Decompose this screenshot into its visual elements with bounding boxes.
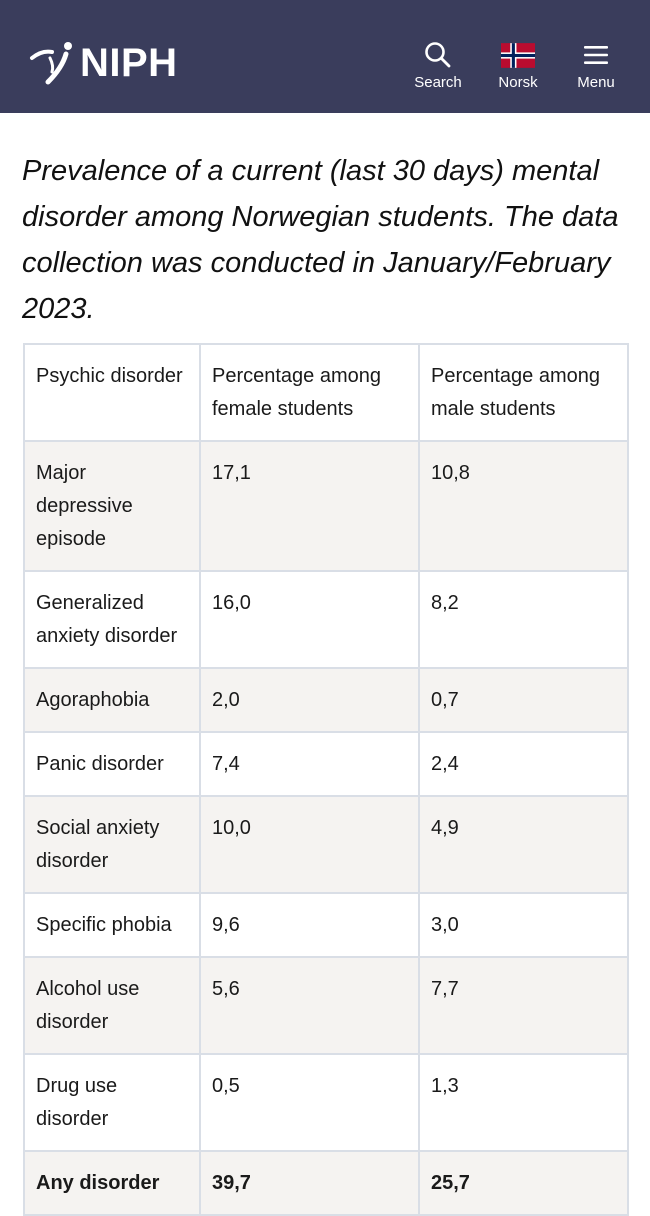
table-row — [24, 893, 628, 957]
prevalence-table — [23, 343, 629, 1216]
female-value-cell: 2,0 — [200, 668, 419, 732]
male-value-cell: 7,7 — [419, 957, 628, 1054]
norsk-label: Norsk — [498, 74, 538, 91]
male-value-cell: 8,2 — [419, 571, 628, 668]
disorder-cell: Alcohol use disorder — [24, 957, 200, 1054]
table-row — [24, 571, 628, 668]
table-total-row — [24, 1151, 628, 1215]
male-value-cell: 4,9 — [419, 796, 628, 893]
hamburger-menu-icon — [583, 44, 609, 66]
female-value-cell: 7,4 — [200, 732, 419, 796]
niph-logo[interactable] — [26, 38, 178, 88]
table-row — [24, 668, 628, 732]
norsk-language-button[interactable] — [478, 40, 558, 100]
table-row — [24, 441, 628, 571]
table-caption: Prevalence of a current (last 30 days) mental disorder among Norwegian students. The data collection was conducted in January/February 2023. — [22, 155, 619, 325]
total-label-cell: Any disorder — [24, 1151, 200, 1215]
site-header — [0, 0, 650, 113]
search-label: Search — [414, 74, 462, 91]
female-value-cell: 0,5 — [200, 1054, 419, 1151]
male-value-cell: 2,4 — [419, 732, 628, 796]
table-header-row — [24, 344, 628, 441]
male-value-cell: 3,0 — [419, 893, 628, 957]
search-button[interactable] — [398, 40, 478, 100]
total-female-cell: 39,7 — [200, 1151, 419, 1215]
total-male-cell: 25,7 — [419, 1151, 628, 1215]
disorder-cell: Social anxiety disorder — [24, 796, 200, 893]
header-cell-male: Percentage among male students — [419, 344, 628, 441]
disorder-cell: Drug use disorder — [24, 1054, 200, 1151]
menu-label: Menu — [577, 74, 615, 91]
header-cell-female: Percentage among female students — [200, 344, 419, 441]
male-value-cell: 1,3 — [419, 1054, 628, 1151]
female-value-cell: 10,0 — [200, 796, 419, 893]
table-row — [24, 957, 628, 1054]
table-row — [24, 1054, 628, 1151]
search-icon — [424, 41, 452, 69]
header-cell-disorder: Psychic disorder — [24, 344, 200, 441]
female-value-cell: 17,1 — [200, 441, 419, 571]
disorder-cell: Generalized anxiety disorder — [24, 571, 200, 668]
disorder-cell: Specific phobia — [24, 893, 200, 957]
logo-text: NIPH — [80, 40, 178, 85]
disorder-cell: Panic disorder — [24, 732, 200, 796]
norway-flag-icon — [501, 43, 535, 68]
table-row — [24, 732, 628, 796]
menu-button[interactable] — [556, 40, 636, 100]
table-row — [24, 796, 628, 893]
female-value-cell: 9,6 — [200, 893, 419, 957]
niph-logo-icon — [26, 38, 76, 88]
disorder-cell: Agoraphobia — [24, 668, 200, 732]
disorder-cell: Major depressive episode — [24, 441, 200, 571]
female-value-cell: 16,0 — [200, 571, 419, 668]
female-value-cell: 5,6 — [200, 957, 419, 1054]
male-value-cell: 0,7 — [419, 668, 628, 732]
male-value-cell: 10,8 — [419, 441, 628, 571]
